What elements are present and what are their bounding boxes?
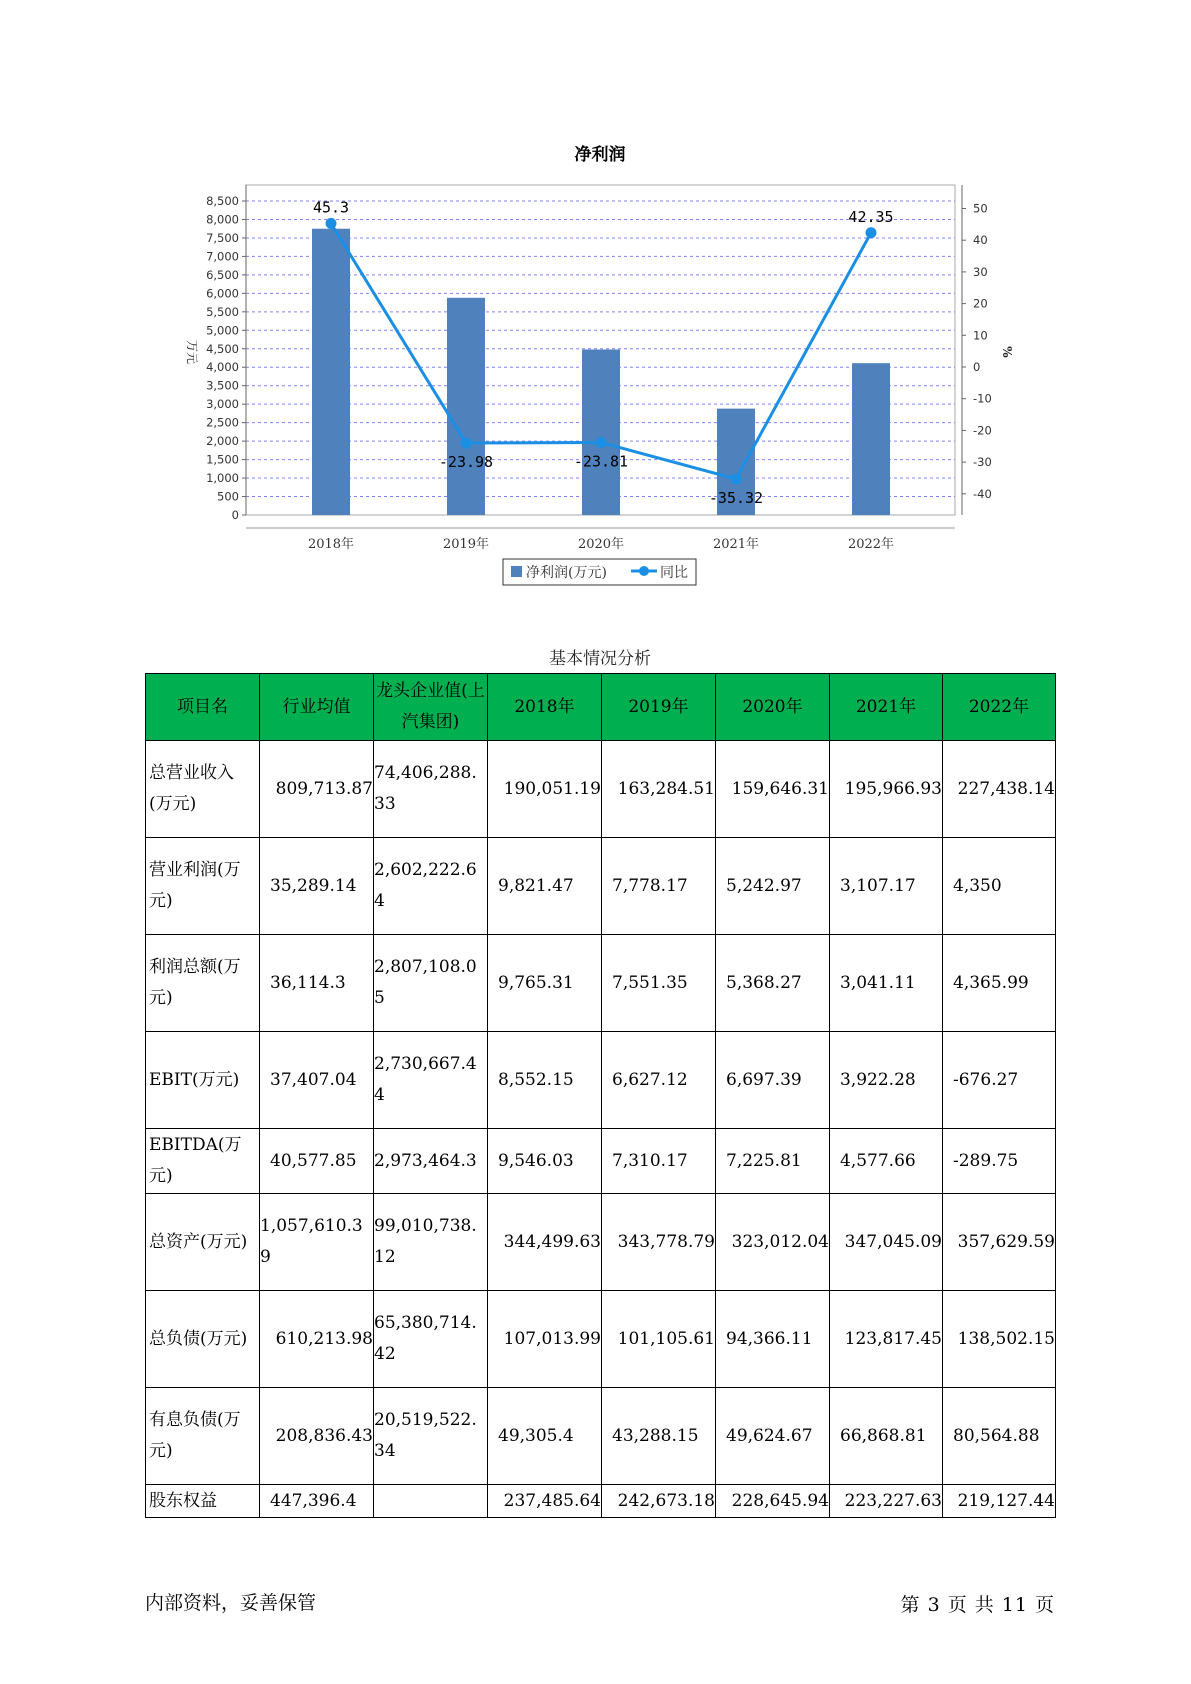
legend-item-net-profit: 净利润(万元) [526, 565, 607, 581]
left-tick-label: 7,000 [206, 249, 239, 264]
table-row [146, 838, 1056, 935]
year-cell: 227,438.14 [943, 741, 1056, 838]
leader-value-cell: 2,730,667.44 [374, 1032, 488, 1129]
year-cell: 195,966.93 [830, 741, 943, 838]
table-row [146, 741, 1056, 838]
year-cell: 7,778.17 [602, 838, 716, 935]
row-label: 总负债(万元) [146, 1291, 260, 1388]
header-2020: 2020年 [716, 674, 830, 741]
year-cell: 7,310.17 [602, 1129, 716, 1194]
net-profit-bar [312, 229, 350, 515]
row-label: 利润总额(万元) [146, 935, 260, 1032]
industry-avg-cell: 35,289.14 [260, 838, 374, 935]
net-profit-bar [852, 363, 890, 515]
year-cell: 43,288.15 [602, 1388, 716, 1485]
right-tick-label: 40 [973, 233, 988, 248]
header-2018: 2018年 [488, 674, 602, 741]
right-tick-label: -30 [973, 455, 992, 470]
chart-legend [503, 559, 696, 585]
left-tick-label: 2,000 [206, 434, 239, 449]
year-cell: 343,778.79 [602, 1194, 716, 1291]
legend-line-marker [639, 566, 649, 576]
row-label: 总资产(万元) [146, 1194, 260, 1291]
left-tick-label: 4,000 [206, 360, 239, 375]
left-tick-label: 8,000 [206, 212, 239, 227]
yoy-data-label: -23.81 [573, 452, 629, 471]
year-cell: 7,551.35 [602, 935, 716, 1032]
year-cell: 9,546.03 [488, 1129, 602, 1194]
year-cell: 4,365.99 [943, 935, 1056, 1032]
year-cell: 3,041.11 [830, 935, 943, 1032]
year-cell: 3,107.17 [830, 838, 943, 935]
footer-confidential-note: 内部资料，妥善保管 [145, 1592, 317, 1614]
left-tick-label: 6,000 [206, 286, 239, 301]
table-row [146, 1291, 1056, 1388]
leader-value-cell: 20,519,522.34 [374, 1388, 488, 1485]
yoy-data-label: -35.32 [708, 488, 764, 507]
net-profit-bar [447, 298, 485, 515]
industry-avg-cell: 610,213.98 [260, 1291, 374, 1388]
year-cell: 237,485.64 [488, 1485, 602, 1518]
industry-avg-cell: 36,114.3 [260, 935, 374, 1032]
x-tick-label: 2022年 [847, 537, 895, 552]
industry-avg-cell: 37,407.04 [260, 1032, 374, 1129]
year-cell: 5,242.97 [716, 838, 830, 935]
yoy-data-label: -23.98 [438, 453, 494, 472]
leader-value-cell: 2,807,108.05 [374, 935, 488, 1032]
year-cell: 223,227.63 [830, 1485, 943, 1518]
yoy-data-label: 45.3 [312, 198, 350, 217]
year-cell: 228,645.94 [716, 1485, 830, 1518]
left-tick-label: 3,000 [206, 397, 239, 412]
year-cell: 6,627.12 [602, 1032, 716, 1129]
table-row [146, 1485, 1056, 1518]
year-cell: 7,225.81 [716, 1129, 830, 1194]
right-tick-label: 20 [973, 296, 988, 311]
row-label: 有息负债(万元) [146, 1388, 260, 1485]
yoy-point [596, 437, 607, 448]
yoy-data-label: 42.35 [848, 207, 894, 226]
industry-avg-cell: 40,577.85 [260, 1129, 374, 1194]
x-tick-label: 2018年 [307, 537, 355, 552]
year-cell: -676.27 [943, 1032, 1056, 1129]
year-cell: 49,305.4 [488, 1388, 602, 1485]
right-tick-label: 50 [973, 201, 988, 216]
basic-analysis-table [145, 673, 1056, 1518]
header-leader-value: 龙头企业值(上汽集团) [374, 674, 488, 741]
left-tick-label: 500 [217, 489, 239, 504]
header-2021: 2021年 [830, 674, 943, 741]
yoy-point [461, 438, 472, 449]
leader-value-cell: 74,406,288.33 [374, 741, 488, 838]
left-tick-label: 1,500 [206, 452, 239, 467]
table-row [146, 935, 1056, 1032]
year-cell: 49,624.67 [716, 1388, 830, 1485]
year-cell: 3,922.28 [830, 1032, 943, 1129]
leader-value-cell: 2,973,464.3 [374, 1129, 488, 1194]
left-tick-label: 0 [231, 508, 239, 522]
right-axis-label: % [1000, 346, 1014, 358]
year-cell: 347,045.09 [830, 1194, 943, 1291]
right-tick-label: -40 [973, 486, 992, 501]
yoy-point [866, 227, 877, 238]
year-cell: 4,577.66 [830, 1129, 943, 1194]
year-cell: 80,564.88 [943, 1388, 1056, 1485]
right-tick-label: -20 [973, 423, 992, 438]
net-profit-chart [0, 0, 1191, 600]
left-tick-label: 5,500 [206, 304, 239, 319]
header-2022: 2022年 [943, 674, 1056, 741]
x-tick-label: 2020年 [577, 537, 625, 552]
year-cell: 242,673.18 [602, 1485, 716, 1518]
row-label: 营业利润(万元) [146, 838, 260, 935]
year-cell: 9,765.31 [488, 935, 602, 1032]
left-tick-label: 4,500 [206, 341, 239, 356]
header-industry-avg: 行业均值 [260, 674, 374, 741]
legend-item-yoy: 同比 [660, 565, 688, 581]
chart-title: 净利润 [574, 145, 626, 165]
right-tick-label: 10 [973, 328, 988, 343]
left-tick-label: 6,500 [206, 267, 239, 282]
table-row [146, 1032, 1056, 1129]
left-tick-label: 2,500 [206, 415, 239, 430]
row-label: 股东权益 [146, 1485, 260, 1518]
year-cell: 94,366.11 [716, 1291, 830, 1388]
x-tick-label: 2019年 [442, 537, 490, 552]
left-tick-label: 3,500 [206, 378, 239, 393]
industry-avg-cell: 447,396.4 [260, 1485, 374, 1518]
year-cell: 8,552.15 [488, 1032, 602, 1129]
row-label: 总营业收入(万元) [146, 741, 260, 838]
year-cell: 123,817.45 [830, 1291, 943, 1388]
right-tick-label: 0 [973, 360, 981, 374]
table-caption: 基本情况分析 [549, 649, 651, 669]
yoy-point [326, 218, 337, 229]
net-profit-bar [582, 350, 620, 515]
year-cell: 138,502.15 [943, 1291, 1056, 1388]
leader-value-cell: 2,602,222.64 [374, 838, 488, 935]
year-cell: 107,013.99 [488, 1291, 602, 1388]
year-cell: 344,499.63 [488, 1194, 602, 1291]
row-label: EBITDA(万元) [146, 1129, 260, 1194]
header-item-name: 项目名 [146, 674, 260, 741]
leader-value-cell [374, 1485, 488, 1518]
right-tick-label: -10 [973, 391, 992, 406]
left-y-axis [206, 185, 246, 522]
year-cell: 4,350 [943, 838, 1056, 935]
leader-value-cell: 65,380,714.42 [374, 1291, 488, 1388]
left-axis-label: 万元 [185, 339, 199, 365]
year-cell: 219,127.44 [943, 1485, 1056, 1518]
year-cell: 357,629.59 [943, 1194, 1056, 1291]
year-cell: 101,105.61 [602, 1291, 716, 1388]
table-header-row [146, 674, 1056, 741]
year-cell: 9,821.47 [488, 838, 602, 935]
table-row [146, 1388, 1056, 1485]
table-row [146, 1194, 1056, 1291]
year-cell: -289.75 [943, 1129, 1056, 1194]
legend-bar-swatch [511, 566, 522, 577]
left-tick-label: 5,000 [206, 323, 239, 338]
right-tick-label: 30 [973, 264, 988, 279]
year-cell: 159,646.31 [716, 741, 830, 838]
year-cell: 6,697.39 [716, 1032, 830, 1129]
year-cell: 66,868.81 [830, 1388, 943, 1485]
header-2019: 2019年 [602, 674, 716, 741]
table-row [146, 1129, 1056, 1194]
x-tick-label: 2021年 [712, 537, 760, 552]
footer-page-number: 第 3 页 共 11 页 [900, 1594, 1055, 1616]
year-cell: 190,051.19 [488, 741, 602, 838]
year-cell: 323,012.04 [716, 1194, 830, 1291]
yoy-point [731, 473, 742, 484]
industry-avg-cell: 1,057,610.39 [260, 1194, 374, 1291]
year-cell: 163,284.51 [602, 741, 716, 838]
industry-avg-cell: 208,836.43 [260, 1388, 374, 1485]
row-label: EBIT(万元) [146, 1032, 260, 1129]
left-tick-label: 8,500 [206, 194, 239, 208]
right-y-axis [962, 185, 992, 515]
bar-series [312, 229, 890, 515]
year-cell: 5,368.27 [716, 935, 830, 1032]
left-tick-label: 1,000 [206, 471, 239, 486]
industry-avg-cell: 809,713.87 [260, 741, 374, 838]
x-axis [246, 528, 955, 552]
leader-value-cell: 99,010,738.12 [374, 1194, 488, 1291]
left-tick-label: 7,500 [206, 230, 239, 245]
